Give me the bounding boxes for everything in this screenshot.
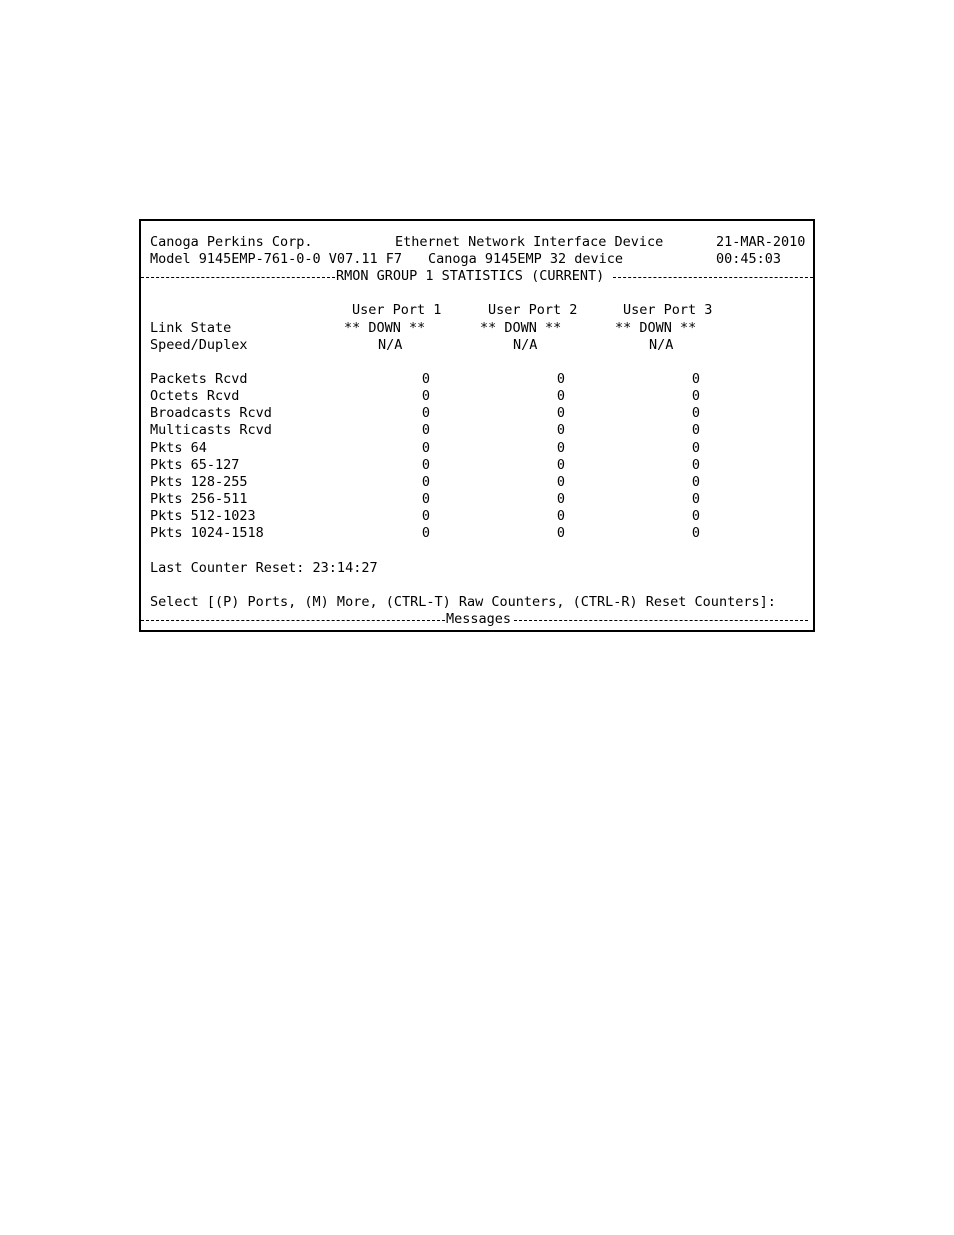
speed-duplex-port-2: N/A [513, 337, 538, 353]
counter-port-3: 0 [691, 405, 700, 421]
counter-port-1: 0 [421, 388, 430, 404]
counter-row [141, 371, 815, 388]
counter-row [141, 525, 815, 542]
counter-row [141, 508, 815, 525]
counter-port-1: 0 [421, 457, 430, 473]
counter-port-3: 0 [691, 474, 700, 490]
counter-port-3: 0 [691, 457, 700, 473]
counter-port-3: 0 [691, 440, 700, 456]
counter-port-2: 0 [556, 440, 565, 456]
counter-row [141, 491, 815, 508]
header-line-1 [141, 234, 815, 251]
speed-duplex-row [141, 337, 815, 354]
row-label: Pkts 512-1023 [150, 508, 256, 524]
port-header-1: User Port 1 [352, 302, 442, 318]
row-label: Packets Rcvd [150, 371, 248, 387]
row-label: Pkts 64 [150, 440, 207, 456]
counter-port-2: 0 [556, 388, 565, 404]
link-state-port-3: ** DOWN ** [615, 320, 697, 336]
port-header-2: User Port 2 [488, 302, 578, 318]
counter-port-1: 0 [421, 371, 430, 387]
counter-port-1: 0 [421, 491, 430, 507]
command-prompt[interactable]: Select [(P) Ports, (M) More, (CTRL-T) Raw Counters, (CTRL-R) Reset Counters]: [150, 594, 776, 610]
counter-port-3: 0 [691, 371, 700, 387]
counter-port-3: 0 [691, 388, 700, 404]
divider-dashes-right [613, 277, 813, 278]
row-label: Pkts 128-255 [150, 474, 248, 490]
port-header-row [141, 302, 815, 319]
counter-port-2: 0 [556, 491, 565, 507]
counter-port-2: 0 [556, 457, 565, 473]
divider-dashes-left [141, 620, 445, 621]
counter-port-3: 0 [691, 491, 700, 507]
counter-port-1: 0 [421, 405, 430, 421]
row-label: Multicasts Rcvd [150, 422, 272, 438]
time-display: 00:45:03 [716, 251, 782, 267]
link-state-port-1: ** DOWN ** [344, 320, 426, 336]
device-name: Canoga 9145EMP 32 device [428, 251, 624, 267]
counter-port-2: 0 [556, 405, 565, 421]
counter-port-2: 0 [556, 525, 565, 541]
divider-dashes-right [514, 620, 808, 621]
company-name: Canoga Perkins Corp. [150, 234, 313, 250]
counter-port-1: 0 [421, 474, 430, 490]
speed-duplex-port-1: N/A [378, 337, 403, 353]
row-label: Broadcasts Rcvd [150, 405, 272, 421]
row-label: Pkts 256-511 [150, 491, 248, 507]
speed-duplex-port-3: N/A [649, 337, 674, 353]
last-counter-reset [141, 560, 815, 577]
divider-dashes-left [141, 277, 335, 278]
last-reset-text: Last Counter Reset: 23:14:27 [150, 560, 378, 576]
counter-port-2: 0 [556, 508, 565, 524]
counter-row [141, 474, 815, 491]
header-line-2 [141, 251, 815, 268]
messages-divider [141, 611, 813, 628]
counter-row [141, 388, 815, 405]
section-divider [141, 268, 813, 285]
counter-row [141, 422, 815, 439]
device-title: Ethernet Network Interface Device [395, 234, 664, 250]
row-label: Pkts 65-127 [150, 457, 240, 473]
counter-port-3: 0 [691, 422, 700, 438]
row-label: Octets Rcvd [150, 388, 240, 404]
terminal-screen [139, 219, 815, 632]
counter-port-3: 0 [691, 525, 700, 541]
counter-row [141, 457, 815, 474]
counter-port-2: 0 [556, 474, 565, 490]
link-state-row [141, 320, 815, 337]
counter-port-1: 0 [421, 440, 430, 456]
date-display: 21-MAR-2010 [716, 234, 806, 250]
port-header-3: User Port 3 [623, 302, 713, 318]
counter-port-1: 0 [421, 525, 430, 541]
command-prompt-line[interactable] [141, 594, 815, 611]
model-info: Model 9145EMP-761-0-0 V07.11 F7 [150, 251, 402, 267]
link-state-port-2: ** DOWN ** [480, 320, 562, 336]
counter-row [141, 440, 815, 457]
counter-port-2: 0 [556, 422, 565, 438]
counter-port-3: 0 [691, 508, 700, 524]
messages-title: Messages [446, 611, 512, 627]
counter-row [141, 405, 815, 422]
row-label: Link State [150, 320, 232, 336]
counter-port-1: 0 [421, 508, 430, 524]
row-label: Speed/Duplex [150, 337, 248, 353]
row-label: Pkts 1024-1518 [150, 525, 264, 541]
section-title: RMON GROUP 1 STATISTICS (CURRENT) [336, 268, 605, 284]
counter-port-1: 0 [421, 422, 430, 438]
counter-port-2: 0 [556, 371, 565, 387]
